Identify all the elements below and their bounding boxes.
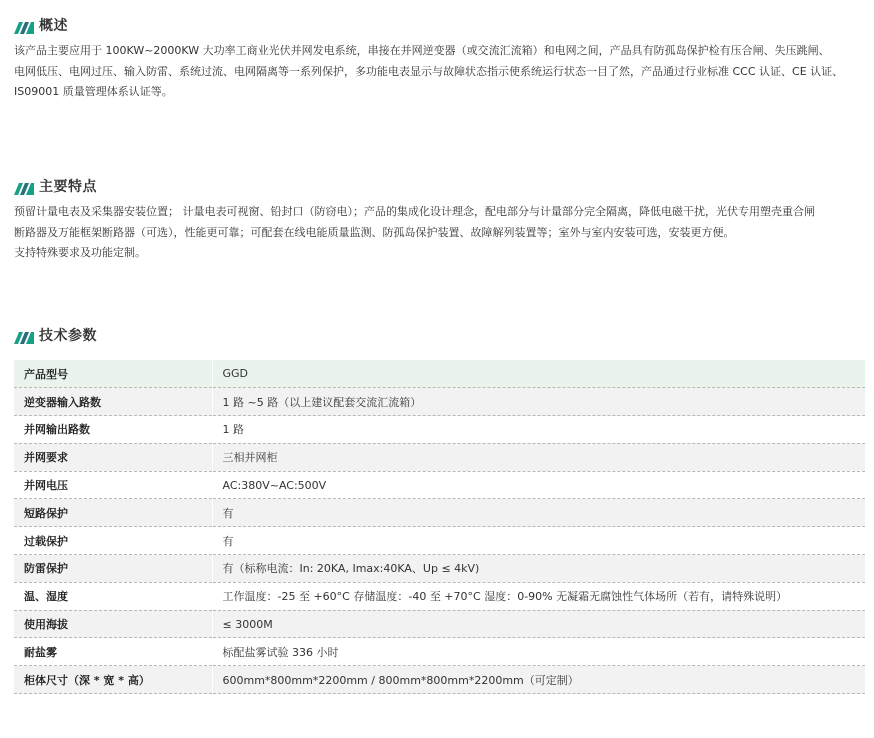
features-text <box>14 202 868 264</box>
spec-key: 防雷保护 <box>14 555 212 583</box>
spec-value: 1 路 <box>212 416 865 444</box>
table-row <box>14 388 865 416</box>
spec-value: 三相并网柜 <box>212 443 865 471</box>
table-row <box>14 471 865 499</box>
specs-heading <box>14 325 97 345</box>
features-line: 断路器及万能框架断路器（可选），性能更可靠；可配套在线电能质量监测、防孤岛保护装置、故障解列装置等；室外与室内安装可选，安装更方便。 <box>14 225 735 239</box>
spec-value: 工作温度：-25 至 +60°C 存储温度：-40 至 +70°C 湿度：0-90% 无凝霜无腐蚀性气体场所（若有，请特殊说明） <box>212 582 865 610</box>
overview-line: IS09001 质量管理体系认证等。 <box>14 85 173 98</box>
table-row <box>14 638 865 666</box>
overview-line: 该产品主要应用于 100KW~2000KW 大功率工商业光伏并网发电系统，串接在并网逆变器（或交流汇流箱）和电网之间，产品具有防孤岛保护检有压合闸、失压跳闸、 <box>14 44 830 57</box>
section-mark-icon <box>14 329 34 341</box>
features-line: 支持特殊要求及功能定制。 <box>14 246 146 259</box>
spec-key: 过载保护 <box>14 527 212 555</box>
spec-value: 有 <box>212 499 865 527</box>
spec-key: 温、湿度 <box>14 582 212 610</box>
specs-table <box>14 360 865 694</box>
spec-value: GGD <box>212 360 865 388</box>
spec-value: ≤ 3000M <box>212 610 865 638</box>
spec-value: AC:380V~AC:500V <box>212 471 865 499</box>
spec-key: 使用海拔 <box>14 610 212 638</box>
spec-key: 并网输出路数 <box>14 416 212 444</box>
overview-title: 概述 <box>39 18 68 34</box>
spec-key: 柜体尺寸（深 * 宽 * 高） <box>14 666 212 694</box>
spec-key: 耐盐雾 <box>14 638 212 666</box>
overview-line: 电网低压、电网过压、输入防雷、系统过流、电网隔离等一系列保护，多功能电表显示与故障状态指示使系统运行状态一目了然，产品通过行业标准 CCC 认证、CE 认证、 <box>14 64 844 78</box>
overview-heading <box>14 15 68 35</box>
features-title: 主要特点 <box>39 179 97 195</box>
overview-text <box>14 41 868 103</box>
table-row <box>14 527 865 555</box>
spec-value: 标配盐雾试验 336 小时 <box>212 638 865 666</box>
table-row <box>14 582 865 610</box>
spec-key: 并网电压 <box>14 471 212 499</box>
table-row <box>14 610 865 638</box>
spec-value: 600mm*800mm*2200mm / 800mm*800mm*2200mm（可定制） <box>212 666 865 694</box>
section-mark-icon <box>14 180 34 192</box>
table-row <box>14 555 865 583</box>
spec-value: 有 <box>212 527 865 555</box>
table-row <box>14 443 865 471</box>
features-heading <box>14 176 97 196</box>
table-row <box>14 360 865 388</box>
spec-value: 1 路 ~5 路（以上建议配套交流汇流箱） <box>212 388 865 416</box>
spec-key: 短路保护 <box>14 499 212 527</box>
table-row <box>14 499 865 527</box>
table-row <box>14 666 865 694</box>
spec-key: 并网要求 <box>14 443 212 471</box>
spec-key: 逆变器输入路数 <box>14 388 212 416</box>
features-line: 预留计量电表及采集器安装位置； 计量电表可视窗、铅封口（防窃电）；产品的集成化设计理念，配电部分与计量部分完全隔离，降低电磁干扰，光伏专用塑壳重合闸 <box>14 205 815 218</box>
spec-value: 有（标称电流：In: 20KA, Imax:40KA、Up ≤ 4kV) <box>212 555 865 583</box>
table-row <box>14 416 865 444</box>
section-mark-icon <box>14 19 34 31</box>
spec-key: 产品型号 <box>14 360 212 388</box>
specs-title: 技术参数 <box>39 328 97 344</box>
